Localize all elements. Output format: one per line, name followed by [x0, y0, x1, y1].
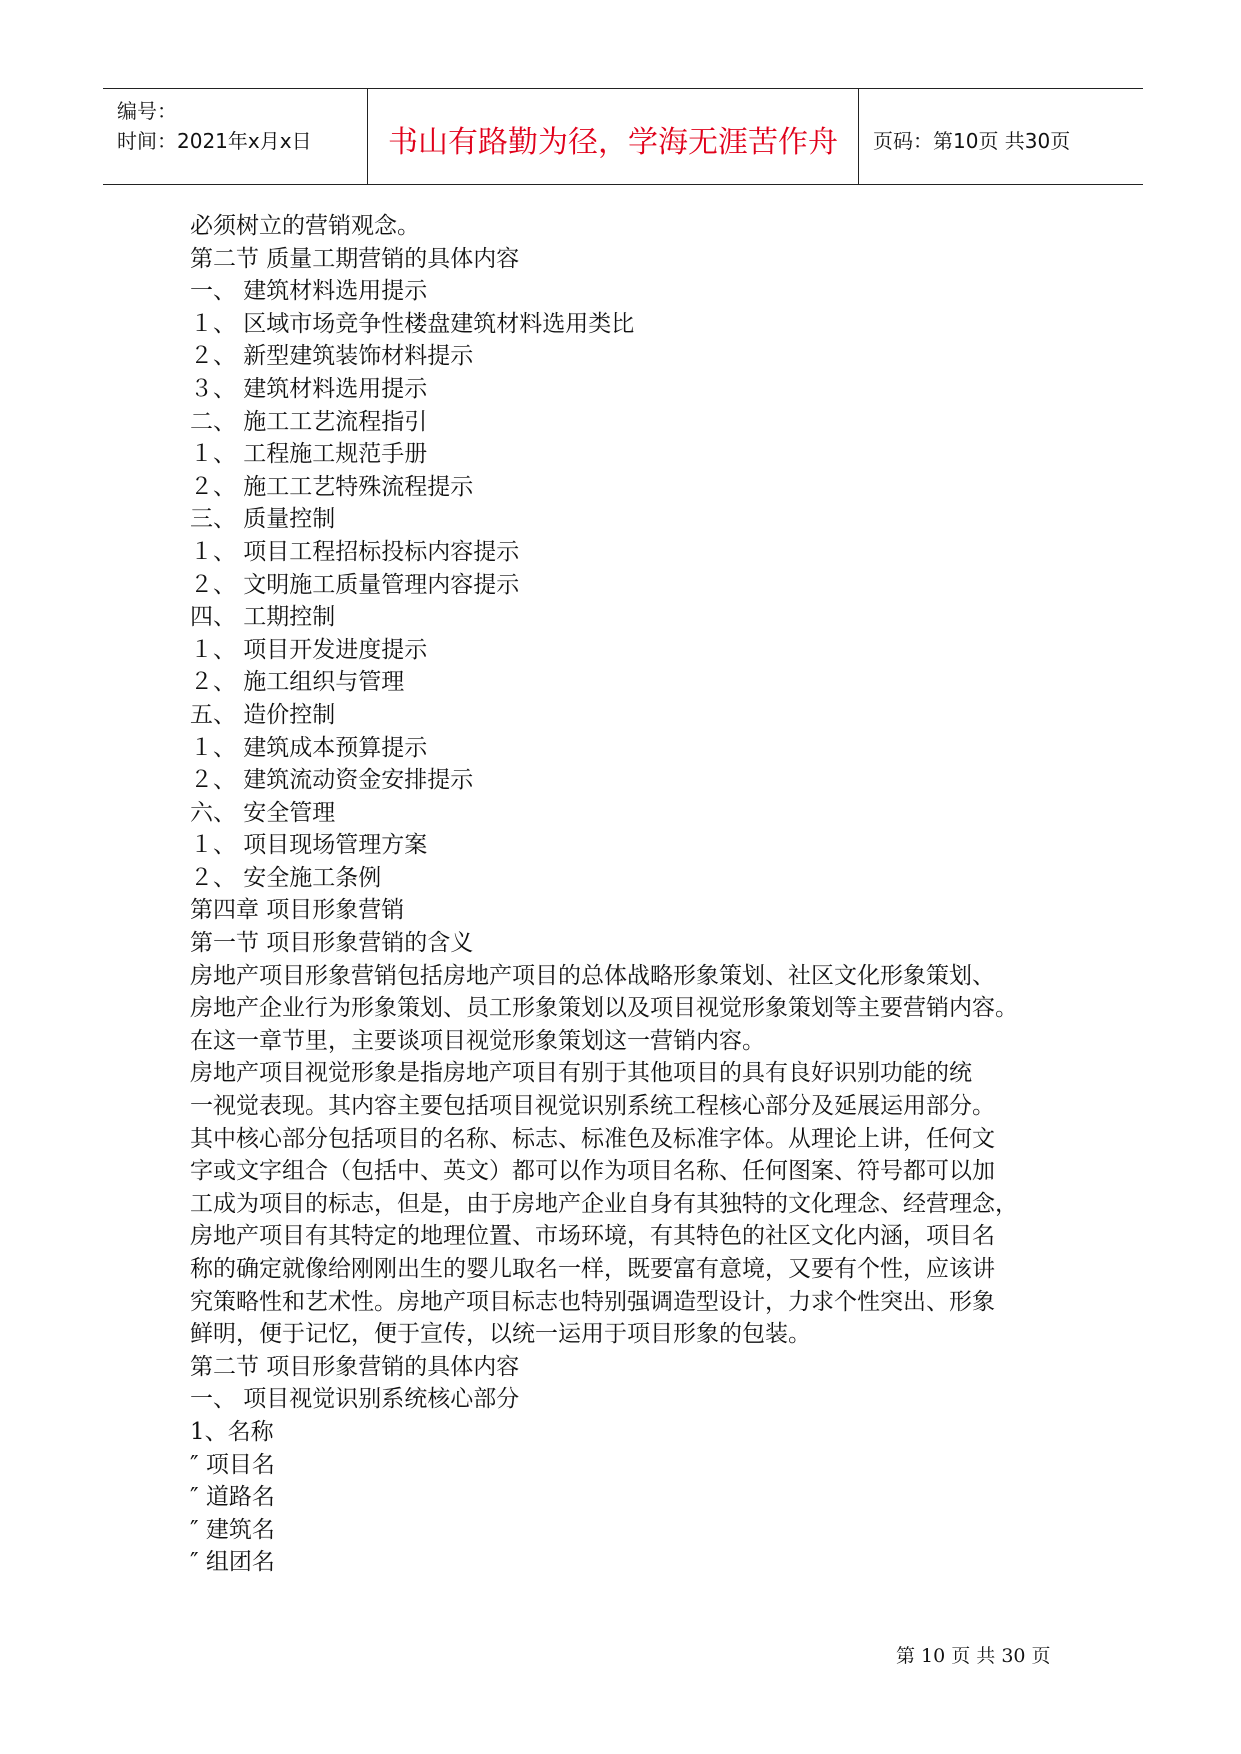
body-line: ″ 道路名	[190, 1484, 275, 1511]
body-line: １、 项目开发进度提示	[190, 636, 428, 663]
header-motto: 书山有路勤为径，学海无涯苦作舟	[388, 125, 838, 160]
body-line: １、 项目现场管理方案	[190, 832, 428, 859]
body-line: 字或文字组合（包括中、英文）都可以作为项目名称、任何图案、符号都可以加	[190, 1158, 995, 1185]
body-line: 第二节 项目形象营销的具体内容	[190, 1353, 520, 1380]
body-line: 在这一章节里，主要谈项目视觉形象策划这一营销内容。	[190, 1027, 765, 1054]
document-date: 时间：2021年x月x日	[117, 129, 312, 153]
body-line: １、 工程施工规范手册	[190, 441, 428, 468]
body-line: ２、 施工组织与管理	[190, 669, 405, 696]
body-line: ″ 项目名	[190, 1451, 275, 1478]
body-line: 四、 工期控制	[190, 604, 336, 631]
page-footer: 第 10 页 共 30 页	[896, 1645, 1051, 1667]
body-line: 六、 安全管理	[190, 799, 336, 826]
body-line: 称的确定就像给刚刚出生的婴儿取名一样，既要富有意境，又要有个性，应该讲	[190, 1256, 995, 1282]
body-line: ２、 安全施工条例	[190, 864, 382, 891]
body-line: １、 项目工程招标投标内容提示	[190, 538, 520, 565]
body-line: 房地产项目视觉形象是指房地产项目有别于其他项目的具有良好识别功能的统	[190, 1060, 972, 1087]
body-line: 必须树立的营销观念。	[190, 213, 420, 239]
body-line: 房地产项目形象营销包括房地产项目的总体战略形象策划、社区文化形象策划、	[190, 962, 995, 989]
body-line: 其中核心部分包括项目的名称、标志、标准色及标准字体。从理论上讲，任何文	[190, 1125, 995, 1152]
page-header	[103, 88, 1143, 185]
body-line: 工成为项目的标志，但是，由于房地产企业自身有其独特的文化理念、经营理念，	[190, 1190, 1018, 1217]
header-page-cell	[859, 89, 1143, 184]
body-line: 五、 造价控制	[190, 701, 336, 728]
body-line: ″ 建筑名	[190, 1516, 275, 1543]
body-line: ２、 建筑流动资金安排提示	[190, 767, 474, 794]
body-line: ３、 建筑材料选用提示	[190, 375, 428, 402]
body-line: 二、 施工工艺流程指引	[190, 408, 428, 435]
document-number-label: 编号：	[117, 99, 177, 123]
body-line: 一、 项目视觉识别系统核心部分	[190, 1386, 520, 1413]
body-line: 房地产企业行为形象策划、员工形象策划以及项目视觉形象策划等主要营销内容。	[190, 995, 1018, 1022]
body-line: ２、 施工工艺特殊流程提示	[190, 473, 474, 500]
body-line: 三、 质量控制	[190, 506, 336, 533]
body-line: 鲜明，便于记忆，便于宣传，以统一运用于项目形象的包装。	[190, 1321, 811, 1348]
body-line: 第一节 项目形象营销的含义	[190, 930, 474, 957]
body-line: 第四章 项目形象营销	[190, 897, 405, 924]
body-line: ２、 新型建筑装饰材料提示	[190, 343, 474, 370]
body-line: １、 区域市场竞争性楼盘建筑材料选用类比	[190, 310, 635, 337]
header-meta-cell	[103, 89, 368, 184]
body-line: 1、名称	[190, 1418, 274, 1445]
document-body	[190, 210, 1080, 1579]
header-motto-cell	[368, 89, 859, 184]
body-line: ″ 组团名	[190, 1549, 275, 1576]
body-line: １、 建筑成本预算提示	[190, 734, 428, 761]
body-line: 一视觉表现。其内容主要包括项目视觉识别系统工程核心部分及延展运用部分。	[190, 1093, 995, 1120]
body-line: 究策略性和艺术性。房地产项目标志也特别强调造型设计，力求个性突出、形象	[190, 1288, 995, 1315]
body-line: 第二节 质量工期营销的具体内容	[190, 245, 520, 272]
body-line: 房地产项目有其特定的地理位置、市场环境，有其特色的社区文化内涵，项目名	[190, 1223, 995, 1250]
header-page-info: 页码：第10页 共30页	[873, 129, 1071, 153]
body-line: ２、 文明施工质量管理内容提示	[190, 571, 520, 598]
body-line: 一、 建筑材料选用提示	[190, 278, 428, 305]
